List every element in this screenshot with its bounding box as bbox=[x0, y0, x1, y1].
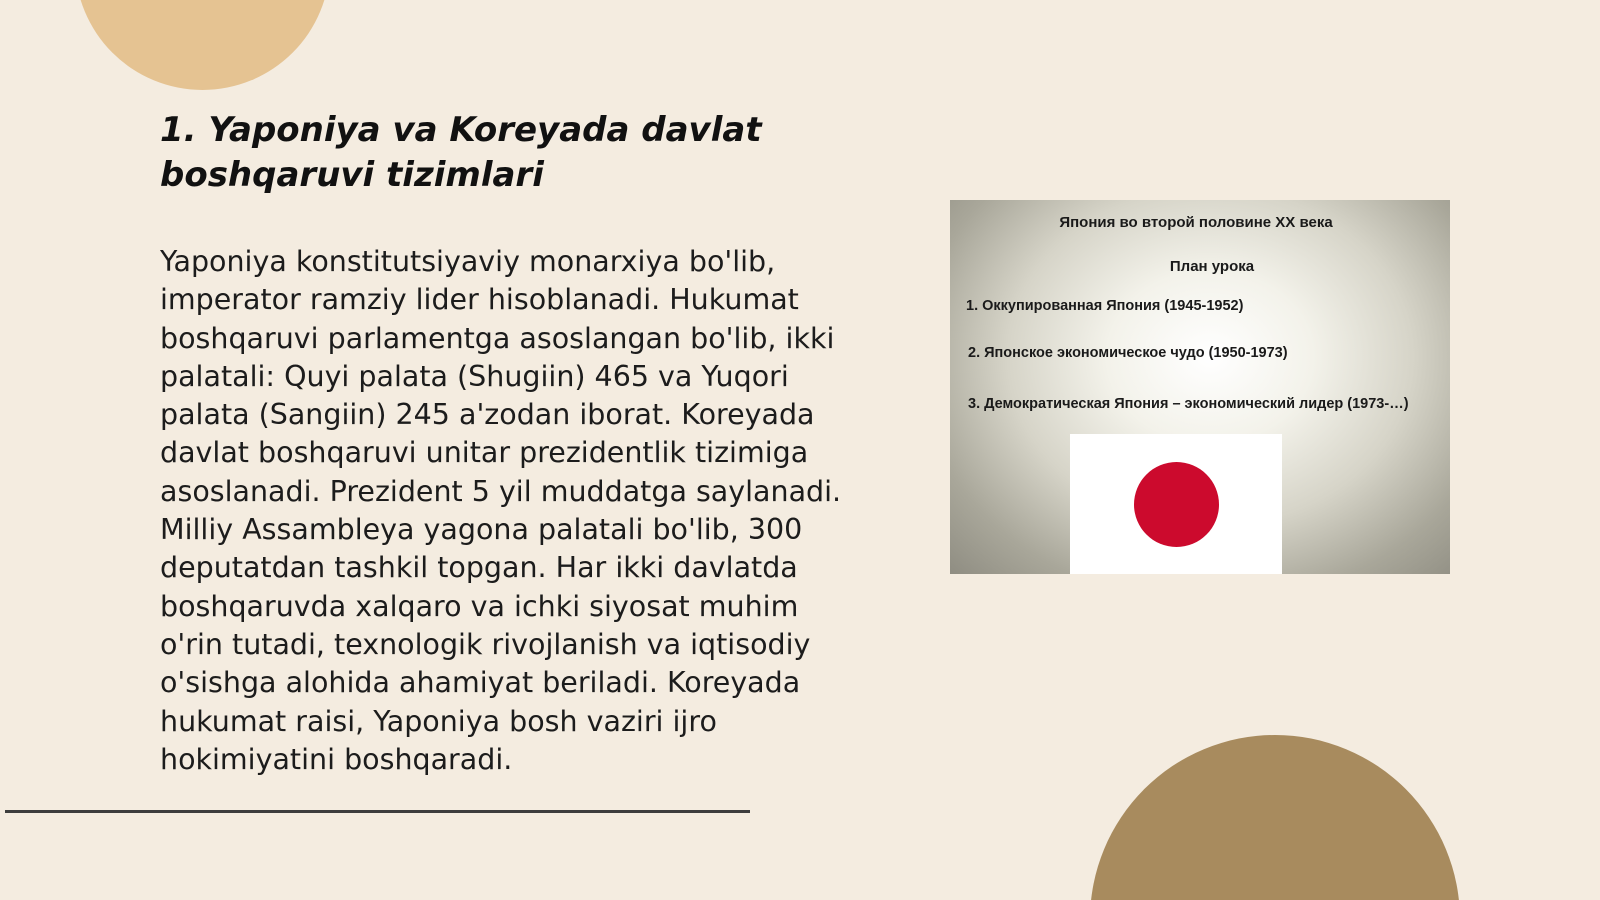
slide-body-text: Yaponiya konstitutsiyaviy monarxiya bo'lib, imperator ramziy lider hisoblanadi. Hukumat boshqaruvi parlamentga asoslangan bo'lib, ikki palatali: Quyi palata (Shugiin) 465 va Yuqori palata (Sangiin) 245 a'zodan iborat. Koreyada davlat boshqaruvi unitar prezidentlik tizimiga asoslanadi. Prezident 5 yil muddatga saylanadi. Milliy Assambleya yagona palatali bo'lib, 300 deputatdan tashkil topgan. Har ikki davlatda boshqaruvda xalqaro va ichki siyosat muhim o'rin tutadi, texnologik rivojlanish va iqtisodiy o'sishga alohida ahamiyat beriladi. Koreyada hukumat raisi, Yaponiya bosh vaziri ijro hokimiyatini boshqaradi. bbox=[160, 245, 842, 776]
decorative-circle-bottom bbox=[1090, 735, 1460, 900]
image-list-item: 1. Оккупированная Япония (1945-1952) bbox=[966, 298, 1244, 314]
decorative-circle-top bbox=[75, 0, 330, 90]
divider-line bbox=[5, 810, 750, 813]
slide-title: 1. Yaponiya va Koreyada davlat boshqaruvi tizimlari bbox=[160, 110, 762, 195]
lesson-plan-image bbox=[950, 200, 1450, 574]
image-list-item: 2. Японское экономическое чудо (1950-1973) bbox=[968, 345, 1288, 361]
image-heading: Япония во второй половине XX века bbox=[1059, 214, 1333, 231]
flag-red-disc bbox=[1134, 462, 1219, 547]
japan-flag bbox=[1070, 434, 1282, 574]
image-subheading: План урока bbox=[1169, 258, 1255, 275]
image-list-item: 3. Демократическая Япония – экономический лидер (1973-…) bbox=[968, 396, 1409, 412]
